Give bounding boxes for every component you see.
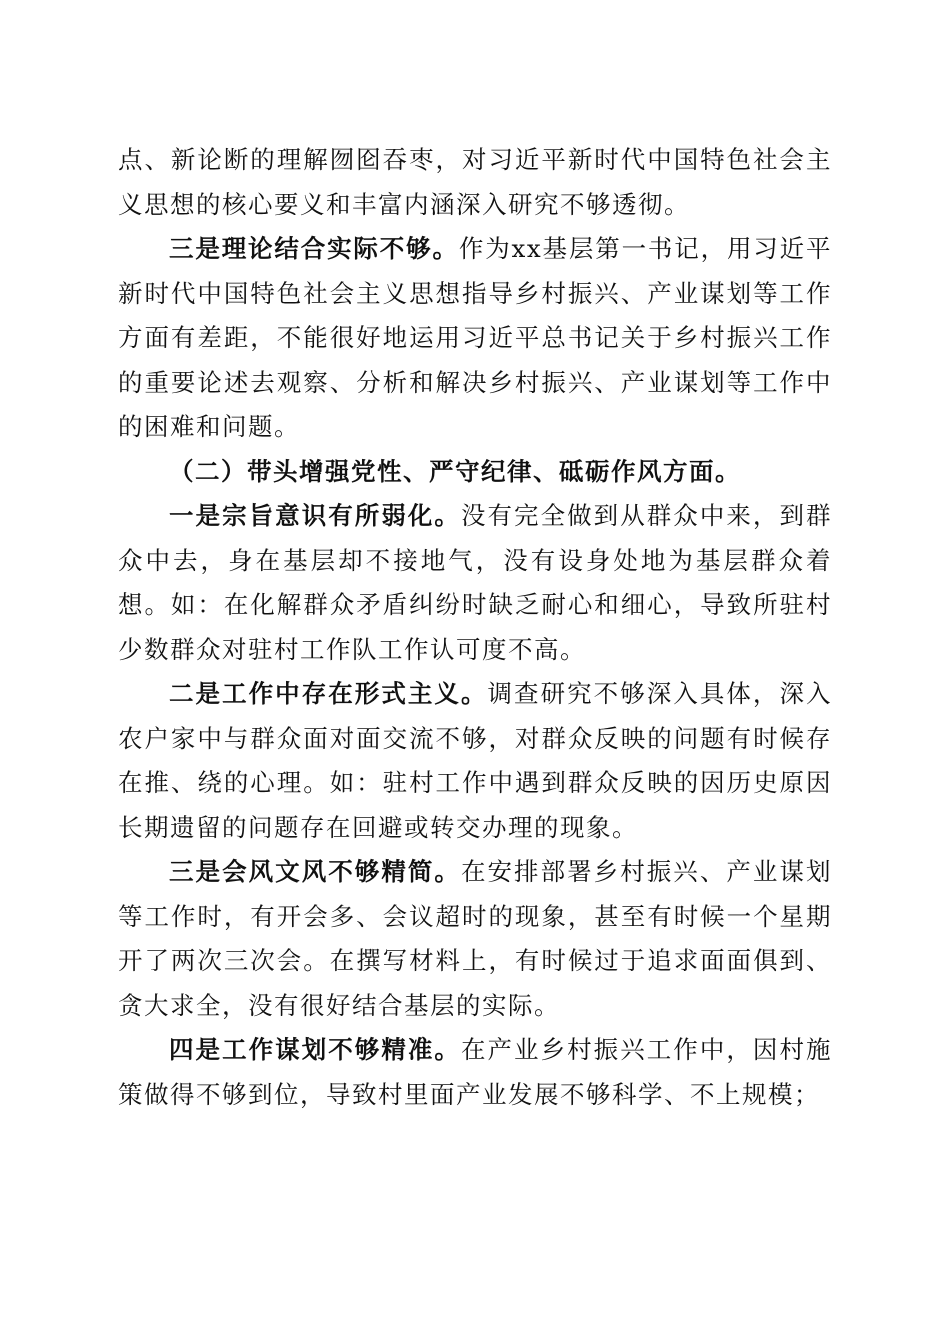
paragraph-lead: 二是工作中存在形式主义。 [169, 679, 488, 708]
paragraph-text: 点、新论断的理解囫囵吞枣，对习近平新时代中国特色社会主义思想的核心要义和丰富内涵深入研究不够透彻。 [118, 145, 832, 219]
paragraph-formalism [118, 672, 832, 850]
paragraph-work-planning [118, 1028, 832, 1117]
section-heading: （二）带头增强党性、严守纪律、砥砺作风方面。 [169, 456, 741, 486]
paragraph-continuation [118, 138, 832, 227]
document-body [118, 138, 832, 1117]
paragraph-text: 在产业乡村振兴工作中，因村施策做得不够到位，导致村里面产业发展不够科学、不上规模； [118, 1035, 833, 1109]
paragraph-lead: 三是会风文风不够精简。 [169, 857, 461, 886]
paragraph-lead: 一是宗旨意识有所弱化。 [169, 501, 461, 530]
paragraph-meeting-style [118, 850, 832, 1028]
paragraph-text: 在安排部署乡村振兴、产业谋划等工作时，有开会多、会议超时的现象，甚至有时候一个星期开了两次三次会。在撰写材料上，有时候过于追求面面俱到、贪大求全，没有很好结合基层的实际。 [118, 857, 833, 1020]
paragraph-theory-practice [118, 227, 832, 450]
paragraph-purpose-awareness [118, 494, 832, 672]
paragraph-text: 没有完全做到从群众中来，到群众中去，身在基层却不接地气，没有设身处地为基层群众着想。如：在化解群众矛盾纠纷时缺乏耐心和细心，导致所驻村少数群众对驻村工作队工作认可度不高。 [118, 501, 833, 664]
paragraph-lead: 四是工作谋划不够精准。 [169, 1035, 461, 1064]
paragraph-lead: 三是理论结合实际不够。 [169, 234, 459, 263]
paragraph-text: 作为xx基层第一书记，用习近平新时代中国特色社会主义思想指导乡村振兴、产业谋划等工作方面有差距，不能很好地运用习近平总书记关于乡村振兴工作的重要论述去观察、分析和解决乡村振兴、产业谋划等工作中的困难和问题。 [118, 234, 833, 441]
paragraph-text: 调查研究不够深入具体，深入农户家中与群众面对面交流不够，对群众反映的问题有时候存在推、绕的心理。如：驻村工作中遇到群众反映的因历史原因长期遗留的问题存在回避或转交办理的现象。 [118, 679, 832, 842]
